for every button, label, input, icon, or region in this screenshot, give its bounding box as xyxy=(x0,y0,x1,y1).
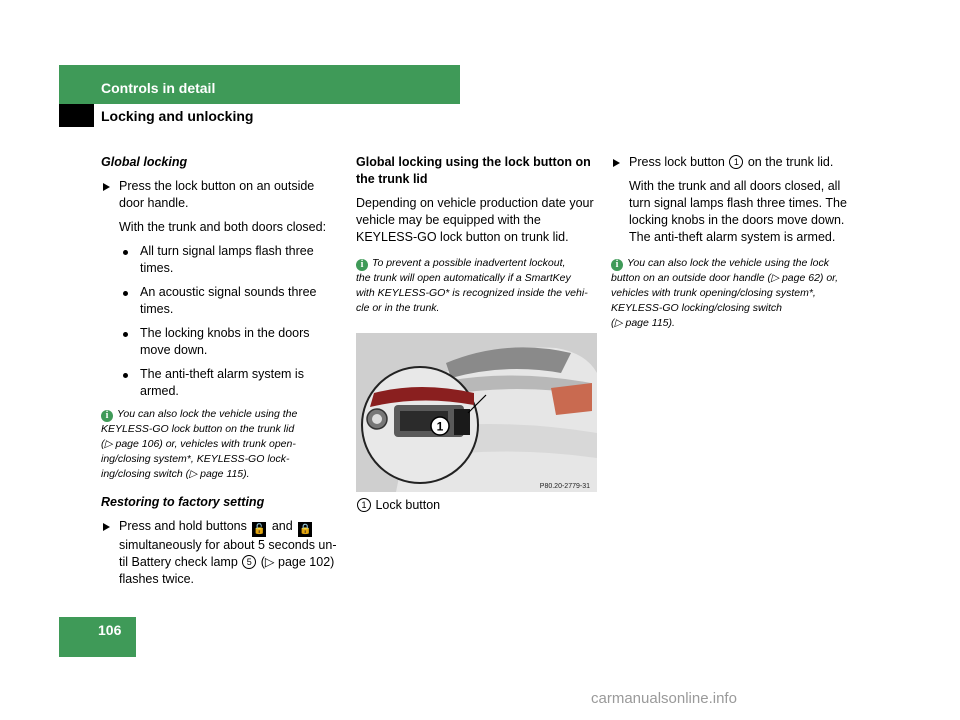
paragraph: With the trunk and all doors closed, all turn signal lamps flash three times. The locking knobs in the doors move down. The anti-theft alarm system is armed. xyxy=(629,179,847,244)
lock-key-icon: 🔒 xyxy=(298,524,312,535)
image-code: P80.20-2779-31 xyxy=(539,483,590,490)
triangle-bullet-icon xyxy=(613,159,620,167)
info-note: i To prevent a possible inadvertent lockout, the trunk will open automatically if a SmartKey with KEYLESS-GO* is recognized inside the vehi- cle or in the trunk. xyxy=(356,257,588,314)
list-item: An acoustic signal sounds three times. xyxy=(101,284,349,318)
list-item: The locking knobs in the doors move down. xyxy=(101,325,349,359)
triangle-bullet-icon xyxy=(103,183,110,191)
column-middle xyxy=(356,154,601,328)
info-icon: i xyxy=(356,259,368,271)
info-note: i You can also lock the vehicle using the lock button on an outside door handle (▷ page 62) or, vehicles with trunk opening/closing system*, KEYLESS-GO locking/closing switch (▷ page 115). xyxy=(611,257,838,329)
bullet-dot-icon xyxy=(123,373,128,378)
step-hold-buttons: Press and hold buttons 🔓 and 🔒 simultaneously for about 5 seconds un- til Battery check lamp 5 (▷ page 102) flashes twice. xyxy=(101,518,349,588)
info-note: i You can also lock the vehicle using the KEYLESS-GO lock button on the trunk lid (▷ page 106) or, vehicles with trunk open- ing/closing system*, KEYLESS-GO lock- ing/closing switch (▷ page 115). xyxy=(101,408,298,480)
heading-global-locking: Global locking xyxy=(101,155,188,169)
step-press-lock-button: Press the lock button on an outside door handle. xyxy=(101,178,349,212)
trunk-lid-photo xyxy=(356,333,597,492)
info-icon: i xyxy=(611,259,623,271)
callout-1: 1 xyxy=(436,419,444,434)
callout-number: 1 xyxy=(729,155,743,169)
header-marker xyxy=(59,104,94,127)
bullet-dot-icon xyxy=(123,332,128,337)
unlock-key-icon: 🔓 xyxy=(253,524,266,535)
image-caption: 1 Lock button xyxy=(356,498,440,512)
list-item: All turn signal lamps flash three times. xyxy=(101,243,349,277)
heading-restoring-factory: Restoring to factory setting xyxy=(101,495,265,509)
info-icon: i xyxy=(101,410,113,422)
step-press-trunk-lock: Press lock button 1 on the trunk lid. xyxy=(611,154,859,171)
page-number: 106 xyxy=(98,622,122,638)
callout-number: 5 xyxy=(242,555,256,569)
triangle-bullet-icon xyxy=(103,523,110,531)
watermark: carmanualsonline.info xyxy=(591,690,737,707)
list-item: The anti-theft alarm system is armed. xyxy=(101,366,349,400)
bullet-dot-icon xyxy=(123,250,128,255)
condition-text: With the trunk and both doors closed: xyxy=(119,220,327,234)
subsection-title: Locking and unlocking xyxy=(101,108,254,124)
column-left xyxy=(101,154,349,595)
section-title: Controls in detail xyxy=(101,80,216,96)
heading-trunk-lock: Global locking using the lock button on the trunk lid xyxy=(356,155,591,186)
bullet-dot-icon xyxy=(123,291,128,296)
callout-number: 1 xyxy=(357,498,371,512)
column-right xyxy=(611,154,859,343)
paragraph: Depending on vehicle production date your vehicle may be equipped with the KEYLESS-GO lock button on trunk lid. xyxy=(356,196,594,244)
